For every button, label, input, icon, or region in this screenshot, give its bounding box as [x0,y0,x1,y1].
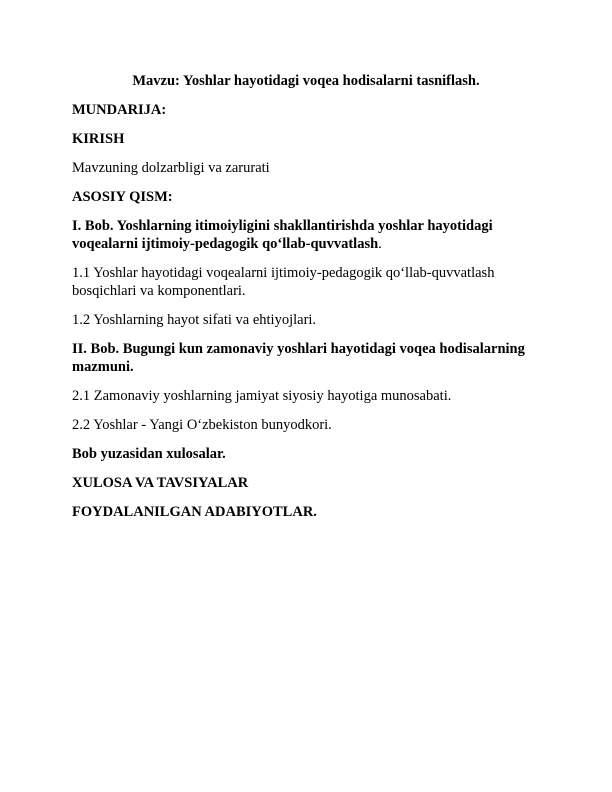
intro-heading: KIRISH [72,131,125,147]
chapter1-title [72,217,532,253]
references-heading: FOYDALANILGAN ADABIYOTLAR. [72,504,317,520]
chapter2-title: II. Bob. Bugungi kun zamonaviy yoshlari hayotidagi voqea hodisalarning mazmuni. [72,341,525,375]
intro-item: Mavzuning dolzarbligi va zarurati [72,160,270,176]
conclusion-heading: XULOSA VA TAVSIYALAR [72,475,249,491]
chapter2-item-2: 2.2 Yoshlar - Yangi O‘zbekiston bunyodkori. [72,417,332,433]
contents-heading: MUNDARIJA: [72,102,167,118]
document-title: Mavzu: Yoshlar hayotidagi voqea hodisalarni tasniflash. [132,73,480,89]
chapter1-item-1: 1.1 Yoshlar hayotidagi voqealarni ijtimoiy-pedagogik qo‘llab-quvvatlash bosqichlari va komponentlari. [72,265,495,299]
chapter2-item-1: 2.1 Zamonaviy yoshlarning jamiyat siyosiy hayotiga munosabati. [72,388,452,404]
chapter1-title-period: . [378,236,382,252]
chapter-conclusion: Bob yuzasidan xulosalar. [72,446,226,462]
chapter1-item-2: 1.2 Yoshlarning hayot sifati va ehtiyojlari. [72,312,317,328]
main-part-heading: ASOSIY QISM: [72,189,173,205]
chapter1-title-text: I. Bob. Yoshlarning itimoiyligini shakllantirishda yoshlar hayotidagi voqealarni ijtimoiy-pedagogik qo‘llab-quvvatlash [72,218,493,252]
